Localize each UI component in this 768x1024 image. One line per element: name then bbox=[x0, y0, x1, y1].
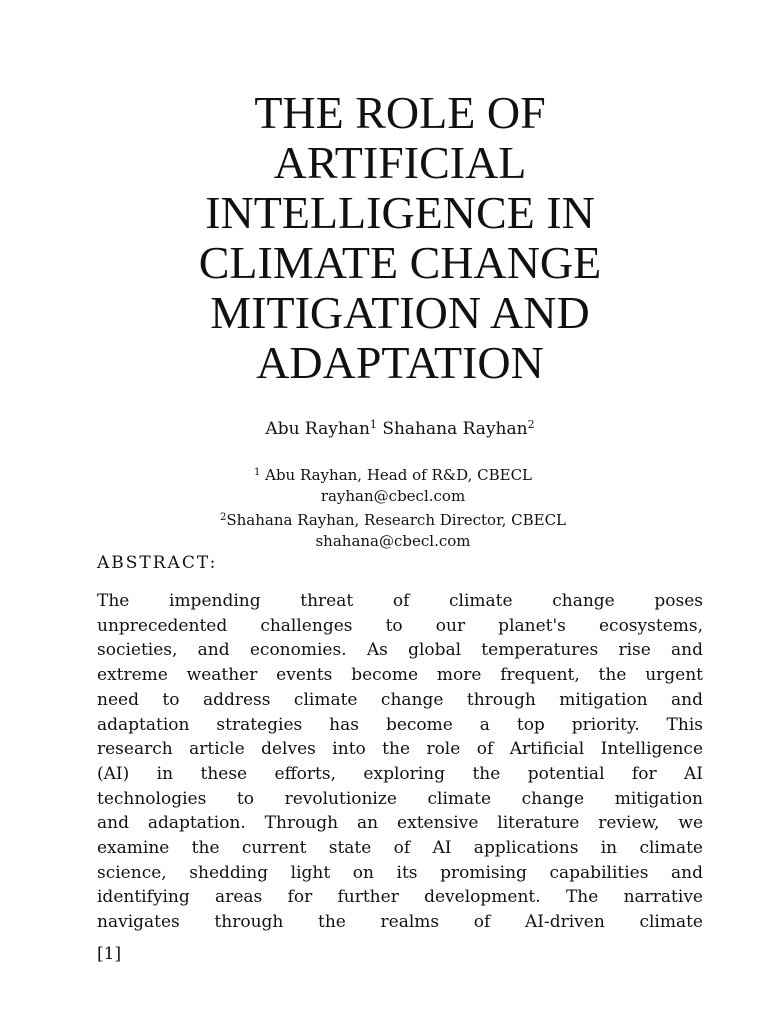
abstract-line: research article delves into the role of Artificial Intelligence bbox=[97, 739, 703, 760]
abstract-line: and adaptation. Through an extensive literature review, we bbox=[97, 813, 703, 834]
affiliation-email[interactable] bbox=[0, 531, 768, 552]
abstract-line: need to address climate change through mitigation and bbox=[97, 689, 703, 710]
affiliations bbox=[0, 462, 768, 552]
title-line: MITIGATION AND bbox=[210, 287, 590, 338]
affiliation-superscript: 2 bbox=[219, 512, 227, 523]
paper-title bbox=[140, 88, 660, 388]
abstract-line: societies, and economies. As global temperatures rise and bbox=[97, 640, 703, 661]
affiliation-text: Abu Rayhan, Head of R&D, CBECL bbox=[260, 466, 533, 484]
affiliation-email[interactable] bbox=[0, 486, 768, 507]
author-name: Shahana Rayhan bbox=[382, 419, 528, 439]
abstract-line: identifying areas for further development. The narrative bbox=[97, 887, 703, 908]
affiliation-line bbox=[0, 462, 768, 486]
abstract-line: The impending threat of climate change poses bbox=[97, 591, 703, 611]
title-line: INTELLIGENCE IN bbox=[205, 187, 595, 238]
author-list bbox=[0, 413, 768, 441]
title-line: THE ROLE OF bbox=[254, 87, 546, 138]
abstract-line: unprecedented challenges to our planet's ecosystems, bbox=[97, 615, 703, 636]
abstract-heading: ABSTRACT: bbox=[97, 553, 218, 573]
abstract-line: extreme weather events become more frequent, the urgent bbox=[97, 665, 703, 686]
abstract-body bbox=[97, 589, 703, 935]
title-line: CLIMATE CHANGE bbox=[198, 237, 602, 288]
abstract-line: navigates through the realms of AI-driven climate bbox=[97, 912, 703, 933]
abstract-line: (AI) in these efforts, exploring the potential for AI bbox=[97, 763, 703, 784]
affiliation-superscript: 1 bbox=[253, 467, 261, 478]
email-text[interactable]: rayhan@cbecl.com bbox=[320, 487, 466, 505]
affiliation-line bbox=[0, 507, 768, 531]
abstract-line: science, shedding light on its promising capabilities and bbox=[97, 862, 703, 883]
page-number: [1] bbox=[97, 944, 122, 964]
author-name: Abu Rayhan bbox=[265, 419, 370, 439]
affiliation-text: Shahana Rayhan, Research Director, CBECL bbox=[226, 511, 567, 529]
title-line: ARTIFICIAL bbox=[273, 137, 527, 188]
author-superscript: 2 bbox=[527, 418, 535, 431]
title-line: ADAPTATION bbox=[256, 337, 544, 388]
author-superscript: 1 bbox=[369, 418, 377, 431]
abstract-line: examine the current state of AI applications in climate bbox=[97, 838, 703, 859]
abstract-line: technologies to revolutionize climate change mitigation bbox=[97, 788, 703, 809]
abstract-line: adaptation strategies has become a top priority. This bbox=[97, 714, 703, 735]
email-text[interactable]: shahana@cbecl.com bbox=[315, 532, 471, 550]
